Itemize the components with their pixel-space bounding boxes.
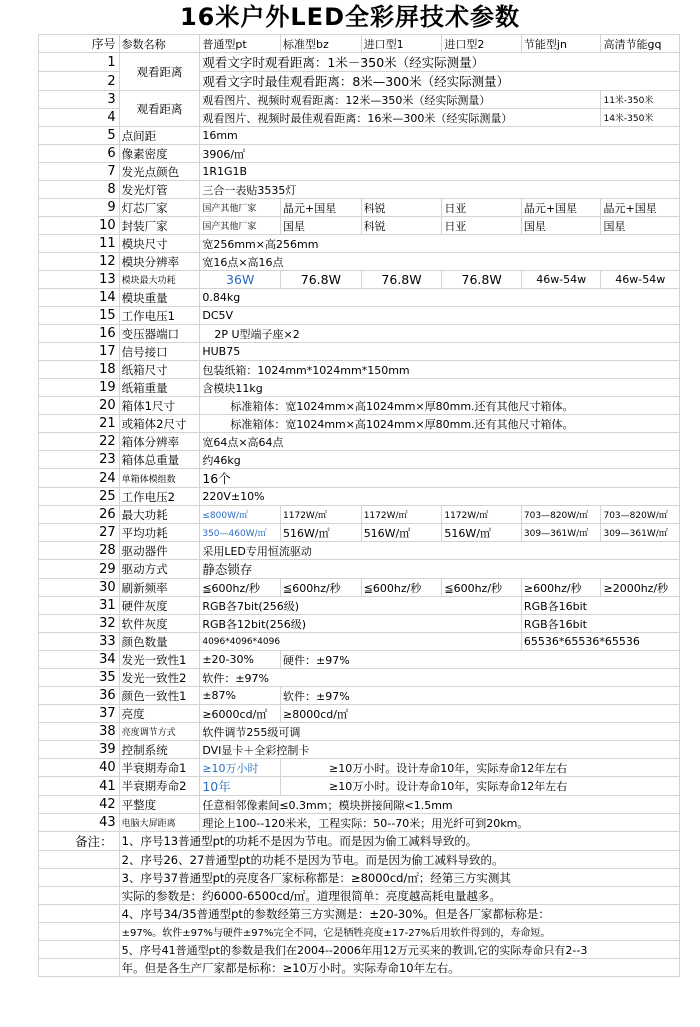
- row-number: 11: [39, 235, 120, 253]
- param-name: 平均功耗: [119, 524, 200, 542]
- notes-row: [39, 923, 680, 941]
- value-gq: 309—361W/㎡: [601, 524, 680, 542]
- note-3b: 实际的参数是：约6000-6500cd/㎡。道理很简单：亮度越高耗电量越多。: [119, 887, 679, 905]
- value-bz: ≥8000cd/㎡: [281, 705, 680, 723]
- row-number: 26: [39, 506, 120, 524]
- table-header-row: [39, 35, 680, 53]
- param-name: 发光灯管: [119, 181, 200, 199]
- row-number: 30: [39, 579, 120, 597]
- param-name: 点间距: [119, 127, 200, 145]
- row-number: 10: [39, 217, 120, 235]
- row-number: 17: [39, 343, 120, 361]
- param-value: 观看图片、视频时观看距离：12米—350米（经实际测量）: [200, 91, 601, 109]
- param-name: 半衰期寿命2: [119, 777, 200, 796]
- value-gq: ≥2000hz/秒: [601, 579, 680, 597]
- value-rest: ≥10万小时。设计寿命10年，实际寿命12年左右: [281, 759, 680, 777]
- value-jn: RGB各16bit: [521, 597, 679, 615]
- value-jn: ≥600hz/秒: [521, 579, 601, 597]
- param-value: 220V±10%: [200, 488, 680, 506]
- row-number: 43: [39, 814, 120, 832]
- note-5b: 年。但是各生产厂家都是标称：≥10万小时。实际寿命10年左右。: [119, 959, 679, 977]
- row-number: 7: [39, 163, 120, 181]
- table-row: [39, 488, 680, 506]
- value-jn: 晶元+国星: [521, 199, 601, 217]
- row-number: 6: [39, 145, 120, 163]
- param-name: 最大功耗: [119, 506, 200, 524]
- table-row: [39, 235, 680, 253]
- param-name: 电脑大屏距离: [119, 814, 200, 832]
- row-number: 28: [39, 542, 120, 560]
- param-name: 变压器端口: [119, 325, 200, 343]
- table-row: [39, 759, 680, 777]
- row-number: 8: [39, 181, 120, 199]
- value-gq: 国星: [601, 217, 680, 235]
- row-number: 29: [39, 560, 120, 579]
- param-value: ±87%: [200, 687, 281, 705]
- param-value: 观看文字时最佳观看距离：8米—300米（经实际测量）: [200, 72, 680, 91]
- table-row: [39, 271, 680, 289]
- row-number: 12: [39, 253, 120, 271]
- param-value: RGB各7bit(256级): [200, 597, 522, 615]
- row-number: 34: [39, 651, 120, 669]
- table-row: [39, 91, 680, 109]
- note-5a: 5、序号41普通型pt的参数是我们在2004--2006年用12万元买来的教训,它的实际寿命只有2--3: [119, 941, 679, 959]
- param-value: 理论上100--120米米，工程实际：50--70米；用光纤可到20km。: [200, 814, 680, 832]
- value-jk1: 科锐: [361, 199, 442, 217]
- param-value: 2P U型端子座×2: [200, 325, 680, 343]
- row-number: 20: [39, 397, 120, 415]
- param-name: 纸箱重量: [119, 379, 200, 397]
- param-name: 箱体1尺寸: [119, 397, 200, 415]
- value-gq: 晶元+国星: [601, 199, 680, 217]
- param-name: 单箱体模组数: [119, 469, 200, 488]
- row-number: 3: [39, 91, 120, 109]
- value-jk2: 1172W/㎡: [442, 506, 522, 524]
- param-value: 约46kg: [200, 451, 680, 469]
- table-row: [39, 796, 680, 814]
- notes-row: [39, 959, 680, 977]
- row-number: 19: [39, 379, 120, 397]
- param-value: 标准箱体：宽1024mm×高1024mm×厚80mm.还有其他尺寸箱体。: [200, 397, 680, 415]
- value-gq: 703—820W/㎡: [601, 506, 680, 524]
- param-value: 任意相邻像素间≤0.3mm；模块拼接间隙<1.5mm: [200, 796, 680, 814]
- param-value: HUB75: [200, 343, 680, 361]
- param-name: 驱动器件: [119, 542, 200, 560]
- page-title: 16米户外LED全彩屏技术参数: [179, 3, 520, 31]
- table-row: [39, 651, 680, 669]
- value-pt: 10年: [200, 777, 281, 796]
- table-row: [39, 127, 680, 145]
- row-number: 22: [39, 433, 120, 451]
- notes-row: [39, 905, 680, 923]
- param-value: 标准箱体：宽1024mm×高1024mm×厚80mm.还有其他尺寸箱体。: [200, 415, 680, 433]
- value-jn: 65536*65536*65536: [521, 633, 679, 651]
- notes-row: [39, 941, 680, 959]
- param-value: 含模块11kg: [200, 379, 680, 397]
- table-row: [39, 199, 680, 217]
- table-row: [39, 433, 680, 451]
- value-pt: ≦600hz/秒: [200, 579, 281, 597]
- table-row: [39, 415, 680, 433]
- param-name: 灯芯厂家: [119, 199, 200, 217]
- row-number: 13: [39, 271, 120, 289]
- param-value: 包装纸箱：1024mm*1024mm*150mm: [200, 361, 680, 379]
- value-pt: 350—460W/㎡: [200, 524, 281, 542]
- param-value: 4096*4096*4096: [200, 633, 522, 651]
- param-value: 宽256mm×高256mm: [200, 235, 680, 253]
- row-number: 32: [39, 615, 120, 633]
- notes-label: 备注：: [39, 832, 120, 851]
- value-bz: 1172W/㎡: [281, 506, 362, 524]
- row-number: 2: [39, 72, 120, 91]
- note-3a: 3、序号37普通型pt的亮度各厂家标称都是：≥8000cd/㎡；经第三方实测其: [119, 869, 679, 887]
- value-gq: 46w-54w: [601, 271, 680, 289]
- param-name: 观看距离: [119, 53, 200, 91]
- param-name: 像素密度: [119, 145, 200, 163]
- table-row: [39, 542, 680, 560]
- table-row: [39, 705, 680, 723]
- param-value: ±20-30%: [200, 651, 281, 669]
- note-1: 1、序号13普通型pt的功耗不是因为节电。而是因为偷工减料导致的。: [119, 832, 679, 851]
- row-number: 33: [39, 633, 120, 651]
- table-row: [39, 217, 680, 235]
- value-rest: ≥10万小时。设计寿命10年，实际寿命12年左右: [281, 777, 680, 796]
- param-value: DC5V: [200, 307, 680, 325]
- notes-row: [39, 832, 680, 851]
- param-name: 信号接口: [119, 343, 200, 361]
- row-number: 18: [39, 361, 120, 379]
- row-number: 41: [39, 777, 120, 796]
- value-jn: 46w-54w: [521, 271, 601, 289]
- param-name: 工作电压2: [119, 488, 200, 506]
- table-row: [39, 379, 680, 397]
- param-value: 3906/㎡: [200, 145, 680, 163]
- value-jk2: 日亚: [442, 217, 522, 235]
- value-pt: ≤800W/㎡: [200, 506, 281, 524]
- spec-table: [38, 34, 680, 977]
- param-name: 纸箱尺寸: [119, 361, 200, 379]
- param-name: 颜色数量: [119, 633, 200, 651]
- row-number: 23: [39, 451, 120, 469]
- row-number: 35: [39, 669, 120, 687]
- value-pt: 国产其他厂家: [200, 199, 281, 217]
- row-number: 25: [39, 488, 120, 506]
- notes-row: [39, 887, 680, 905]
- param-name: 封装厂家: [119, 217, 200, 235]
- row-number: 37: [39, 705, 120, 723]
- table-row: [39, 741, 680, 759]
- col-header-gq: 高清节能gq: [601, 35, 680, 53]
- table-row: [39, 506, 680, 524]
- value-jk2: 76.8W: [442, 271, 522, 289]
- row-number: 1: [39, 53, 120, 72]
- row-number: 42: [39, 796, 120, 814]
- table-row: [39, 145, 680, 163]
- row-number: 15: [39, 307, 120, 325]
- param-value: 三合一表贴3535灯: [200, 181, 680, 199]
- table-row: [39, 289, 680, 307]
- value-bz: ≦600hz/秒: [281, 579, 362, 597]
- row-number: 5: [39, 127, 120, 145]
- param-value: 0.84kg: [200, 289, 680, 307]
- row-number: 27: [39, 524, 120, 542]
- table-row: [39, 615, 680, 633]
- note-4b: ±97%。软件±97%与硬件±97%完全不同，它是牺牲亮度±17-27%后用软件得到的，寿命短。: [119, 923, 679, 941]
- param-name: 模块尺寸: [119, 235, 200, 253]
- param-name: 模块最大功耗: [119, 271, 200, 289]
- col-header-jk2: 进口型2: [442, 35, 522, 53]
- table-row: [39, 397, 680, 415]
- table-row: [39, 325, 680, 343]
- value-jk1: 76.8W: [361, 271, 442, 289]
- param-name: 或箱体2尺寸: [119, 415, 200, 433]
- param-value: RGB各12bit(256级): [200, 615, 522, 633]
- table-row: [39, 597, 680, 615]
- param-name: 驱动方式: [119, 560, 200, 579]
- row-number: 9: [39, 199, 120, 217]
- value-jk1: 516W/㎡: [361, 524, 442, 542]
- param-name: 亮度调节方式: [119, 723, 200, 741]
- value-jk2: 516W/㎡: [442, 524, 522, 542]
- param-value: 软件：±97%: [200, 669, 680, 687]
- notes-row: [39, 869, 680, 887]
- param-name: 模块分辨率: [119, 253, 200, 271]
- value-bz: 软件：±97%: [281, 687, 680, 705]
- value-jk1: 1172W/㎡: [361, 506, 442, 524]
- col-header-jn: 节能型jn: [521, 35, 601, 53]
- param-value: 16mm: [200, 127, 680, 145]
- row-number: 40: [39, 759, 120, 777]
- param-value: 观看文字时观看距离：1米－350米（经实际测量）: [200, 53, 680, 72]
- row-number: 38: [39, 723, 120, 741]
- param-value: 1R1G1B: [200, 163, 680, 181]
- table-row: [39, 633, 680, 651]
- param-value: 软件调节255级可调: [200, 723, 680, 741]
- value-pt: ≥10万小时: [200, 759, 281, 777]
- row-number: 24: [39, 469, 120, 488]
- table-row: [39, 361, 680, 379]
- value-jn: 国星: [521, 217, 601, 235]
- value-jn: RGB各16bit: [521, 615, 679, 633]
- value-jk2: 日亚: [442, 199, 522, 217]
- value-bz: 硬件：±97%: [281, 651, 680, 669]
- col-header-name: 参数名称: [119, 35, 200, 53]
- param-value: 宽16点×高16点: [200, 253, 680, 271]
- param-value-gq: 11米-350米: [601, 91, 680, 109]
- row-number: 39: [39, 741, 120, 759]
- value-bz: 晶元+国星: [281, 199, 362, 217]
- table-row: [39, 163, 680, 181]
- param-name: 亮度: [119, 705, 200, 723]
- param-name: 发光点颜色: [119, 163, 200, 181]
- param-name: 工作电压1: [119, 307, 200, 325]
- param-name: 平整度: [119, 796, 200, 814]
- table-row: [39, 669, 680, 687]
- table-row: [39, 469, 680, 488]
- table-row: [39, 524, 680, 542]
- table-row: [39, 451, 680, 469]
- param-value-gq: 14米-350米: [601, 109, 680, 127]
- param-name: 软件灰度: [119, 615, 200, 633]
- param-name: 发光一致性1: [119, 651, 200, 669]
- param-name: 硬件灰度: [119, 597, 200, 615]
- row-number: 16: [39, 325, 120, 343]
- value-jn: 309—361W/㎡: [521, 524, 601, 542]
- row-number: 14: [39, 289, 120, 307]
- table-row: [39, 777, 680, 796]
- value-pt: 36W: [200, 271, 281, 289]
- table-row: [39, 687, 680, 705]
- col-header-pt: 普通型pt: [200, 35, 281, 53]
- value-jk1: 科锐: [361, 217, 442, 235]
- param-name: 控制系统: [119, 741, 200, 759]
- table-row: [39, 253, 680, 271]
- value-bz: 516W/㎡: [281, 524, 362, 542]
- param-value: 观看图片、视频时最佳观看距离：16米—300米（经实际测量）: [200, 109, 601, 127]
- param-name: 刷新频率: [119, 579, 200, 597]
- param-name: 发光一致性2: [119, 669, 200, 687]
- col-header-jk1: 进口型1: [361, 35, 442, 53]
- table-row: [39, 307, 680, 325]
- table-row: [39, 343, 680, 361]
- value-pt: 国产其他厂家: [200, 217, 281, 235]
- row-number: 21: [39, 415, 120, 433]
- param-name: 观看距离: [119, 91, 200, 127]
- row-number: 4: [39, 109, 120, 127]
- value-jk1: ≦600hz/秒: [361, 579, 442, 597]
- param-name: 半衰期寿命1: [119, 759, 200, 777]
- table-row: [39, 579, 680, 597]
- param-value: ≥6000cd/㎡: [200, 705, 281, 723]
- value-jn: 703—820W/㎡: [521, 506, 601, 524]
- table-row: [39, 723, 680, 741]
- table-row: [39, 181, 680, 199]
- value-jk2: ≦600hz/秒: [442, 579, 522, 597]
- value-bz: 国星: [281, 217, 362, 235]
- value-bz: 76.8W: [281, 271, 362, 289]
- param-name: 箱体分辨率: [119, 433, 200, 451]
- param-name: 模块重量: [119, 289, 200, 307]
- param-value: 16个: [200, 469, 680, 488]
- col-header-bz: 标准型bz: [281, 35, 362, 53]
- table-row: [39, 53, 680, 72]
- note-4a: 4、序号34/35普通型pt的参数经第三方实测是：±20-30%。但是各厂家都标称是：: [119, 905, 679, 923]
- note-2: 2、序号26、27普通型pt的功耗不是因为节电。而是因为偷工减料导致的。: [119, 851, 679, 869]
- param-value: 静态锁存: [200, 560, 680, 579]
- param-value: DVI显卡＋全彩控制卡: [200, 741, 680, 759]
- row-number: 36: [39, 687, 120, 705]
- table-row: [39, 560, 680, 579]
- table-row: [39, 814, 680, 832]
- row-number: 31: [39, 597, 120, 615]
- param-value: 采用LED专用恒流驱动: [200, 542, 680, 560]
- param-value: 宽64点×高64点: [200, 433, 680, 451]
- param-name: 颜色一致性1: [119, 687, 200, 705]
- col-header-num: 序号: [39, 35, 120, 53]
- notes-row: [39, 851, 680, 869]
- param-name: 箱体总重量: [119, 451, 200, 469]
